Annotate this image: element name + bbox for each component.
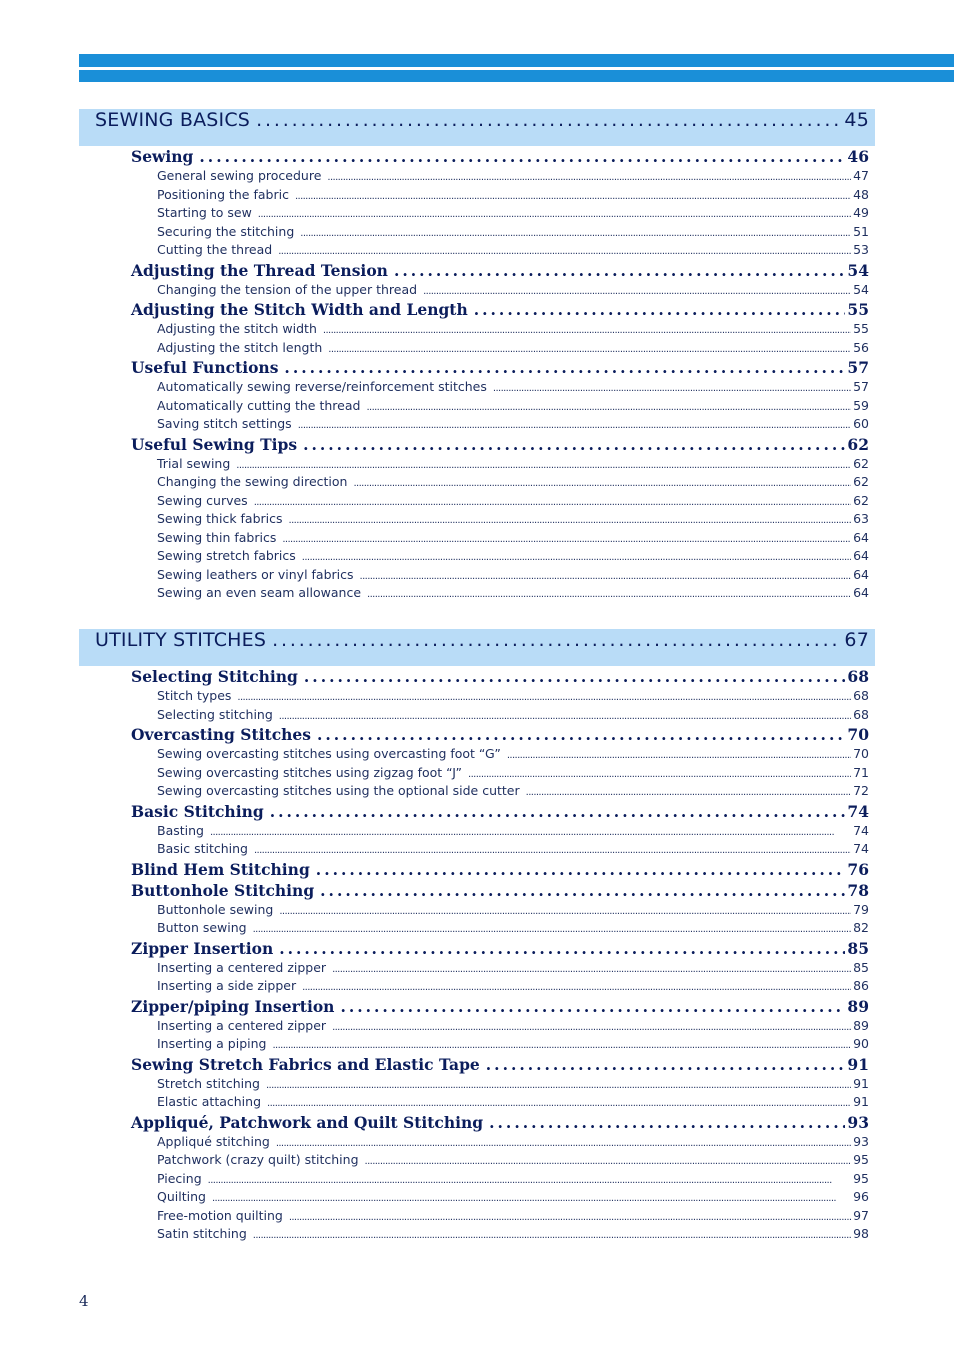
dot-leader — [302, 547, 851, 568]
toc-item-title: General sewing procedure — [157, 168, 322, 183]
toc-subsection-page: 89 — [847, 996, 869, 1016]
dot-leader — [332, 959, 851, 980]
dot-leader — [295, 186, 851, 207]
toc-item[interactable] — [131, 584, 869, 603]
toc-item-title: Inserting a side zipper — [157, 978, 297, 993]
header-bar-bottom — [79, 70, 954, 82]
toc-item-title: Sewing overcasting stitches using the optional side cutter — [157, 783, 520, 798]
toc-item-page: 98 — [853, 1226, 869, 1241]
dot-leader — [267, 1093, 851, 1114]
toc-item[interactable] — [131, 473, 869, 492]
toc-item[interactable] — [131, 547, 869, 566]
toc-item-page: 96 — [853, 1189, 869, 1204]
toc-item[interactable] — [131, 492, 869, 511]
toc-item-title: Sewing an even seam allowance — [157, 585, 362, 600]
toc-item-title: Securing the stitching — [157, 223, 295, 239]
toc-subsection[interactable] — [131, 996, 869, 1017]
toc-item[interactable] — [131, 919, 869, 938]
toc-item-page: 64 — [853, 548, 869, 563]
toc-subsection-page: 55 — [847, 300, 869, 319]
dot-leader — [282, 529, 851, 550]
toc-subsection-page: 54 — [847, 260, 869, 280]
toc-item[interactable] — [131, 281, 869, 300]
toc-item[interactable] — [131, 782, 869, 801]
toc-item-title: Inserting a centered zipper — [157, 959, 327, 975]
toc-item[interactable] — [131, 167, 869, 186]
toc-item-title: Basic stitching — [157, 841, 248, 856]
toc-subsection-title: Appliqué, Patchwork and Quilt Stitching — [131, 1112, 484, 1132]
toc-item-page: 64 — [853, 566, 869, 582]
toc-subsection[interactable] — [131, 357, 869, 378]
toc-item-page: 47 — [853, 168, 869, 183]
toc-item-page: 62 — [853, 455, 869, 471]
toc-item-page: 62 — [853, 492, 869, 508]
toc-item-title: Elastic attaching — [157, 1094, 262, 1109]
toc-subsection-page: 46 — [847, 147, 869, 166]
toc-item-page: 57 — [853, 379, 869, 394]
toc-item-page: 97 — [853, 1207, 869, 1223]
toc-item[interactable] — [131, 1151, 869, 1170]
header-bar-top — [79, 54, 954, 67]
dot-leader — [254, 492, 851, 513]
toc-item[interactable] — [131, 566, 869, 585]
toc-item-page: 68 — [853, 706, 869, 722]
dot-leader — [320, 880, 845, 901]
toc-subsection-page: 91 — [847, 1054, 869, 1074]
section-header[interactable] — [79, 109, 875, 146]
toc-item-page: 89 — [853, 1017, 869, 1033]
toc-item-page: 71 — [853, 764, 869, 780]
toc-subsection-title: Basic Stitching — [131, 801, 264, 821]
dot-leader — [236, 455, 851, 476]
toc-item-title: Patchwork (crazy quilt) stitching — [157, 1152, 359, 1167]
toc-item-title: Piecing — [157, 1170, 202, 1186]
dot-leader — [303, 434, 845, 455]
toc-item-page: 55 — [853, 321, 869, 336]
dot-leader — [353, 473, 851, 494]
dot-leader — [272, 1035, 851, 1056]
dot-leader — [323, 320, 851, 341]
section-header-title: SEWING BASICS — [95, 109, 251, 131]
dot-leader — [289, 510, 852, 531]
dot-leader — [493, 378, 851, 399]
dot-leader — [328, 339, 851, 360]
toc-item[interactable] — [131, 186, 869, 205]
toc-item[interactable] — [131, 959, 869, 978]
dot-leader — [254, 840, 851, 861]
toc-item-page: 49 — [853, 205, 869, 220]
toc-item[interactable] — [131, 1188, 869, 1207]
toc-item[interactable] — [131, 1017, 869, 1036]
dot-leader — [489, 1112, 845, 1133]
dot-leader — [486, 1054, 846, 1075]
toc-item-page: 59 — [853, 397, 869, 413]
dot-leader — [256, 109, 842, 131]
toc-subsection[interactable] — [131, 724, 869, 745]
toc-item-page: 62 — [853, 474, 869, 489]
dot-leader — [327, 167, 851, 188]
toc-item[interactable] — [131, 1133, 869, 1152]
toc-item-page: 74 — [853, 841, 869, 856]
toc-item-page: 91 — [853, 1075, 869, 1091]
toc-subsection-title: Selecting Stitching — [131, 667, 298, 686]
toc-item-title: Stretch stitching — [157, 1075, 260, 1091]
toc-subsection-title: Useful Functions — [131, 358, 279, 377]
dot-leader — [317, 724, 845, 745]
dot-leader — [272, 629, 842, 651]
toc-item[interactable] — [131, 1225, 869, 1244]
toc-item-title: Sewing thin fabrics — [157, 529, 277, 545]
toc-item-title: Button sewing — [157, 920, 247, 935]
toc-item-page: 64 — [853, 529, 869, 545]
toc-subsection-title: Buttonhole Stitching — [131, 880, 315, 900]
toc-item[interactable] — [131, 529, 869, 548]
toc-item[interactable] — [131, 901, 869, 920]
toc-entries — [79, 666, 875, 1244]
dot-leader — [332, 1017, 851, 1038]
toc-item[interactable] — [131, 378, 869, 397]
toc-subsection[interactable] — [131, 1054, 869, 1075]
toc-item-title: Sewing leathers or vinyl fabrics — [157, 566, 354, 582]
toc-subsection[interactable] — [131, 801, 869, 822]
toc-item[interactable] — [131, 204, 869, 223]
toc-subsection[interactable] — [131, 299, 869, 320]
toc-item-title: Selecting stitching — [157, 706, 273, 722]
dot-leader — [367, 584, 851, 605]
toc-item-title: Basting — [157, 822, 204, 838]
toc-item-page: 93 — [853, 1133, 869, 1149]
toc-subsection[interactable] — [131, 260, 869, 281]
toc-item[interactable] — [131, 1207, 869, 1226]
toc-subsection[interactable] — [131, 938, 869, 959]
toc-item-page: 72 — [853, 783, 869, 798]
toc-subsection-page: 74 — [847, 801, 869, 821]
toc-item-title: Inserting a piping — [157, 1036, 267, 1051]
toc-subsection-page: 62 — [847, 434, 869, 454]
toc-item-page: 56 — [853, 339, 869, 355]
toc-item[interactable] — [131, 822, 869, 841]
dot-leader — [258, 204, 851, 225]
dot-leader — [253, 1225, 851, 1246]
toc-item[interactable] — [131, 706, 869, 725]
toc-item[interactable] — [131, 977, 869, 996]
toc-item-title: Positioning the fabric — [157, 186, 289, 202]
toc-item[interactable] — [131, 1035, 869, 1054]
toc-item-title: Trial sewing — [157, 455, 231, 471]
toc-item-page: 64 — [853, 585, 869, 600]
toc-item[interactable] — [131, 745, 869, 764]
toc-subsection-page: 93 — [847, 1112, 869, 1132]
dot-leader — [199, 146, 845, 167]
dot-leader — [237, 687, 851, 708]
toc-subsection-title: Zipper Insertion — [131, 938, 274, 958]
section-utility-stitches — [79, 629, 875, 1244]
toc-item-page: 74 — [853, 822, 869, 838]
toc-item[interactable] — [131, 397, 869, 416]
toc-item-title: Saving stitch settings — [157, 416, 292, 431]
toc-subsection[interactable] — [131, 666, 869, 687]
toc-item-page: 95 — [853, 1152, 869, 1167]
toc-item-page: 86 — [853, 978, 869, 993]
toc-item-page: 48 — [853, 186, 869, 202]
toc-item-title: Buttonhole sewing — [157, 901, 274, 917]
toc-subsection[interactable] — [131, 1112, 869, 1133]
toc-item-page: 79 — [853, 901, 869, 917]
toc-item[interactable] — [131, 840, 869, 859]
toc-subsection-title: Zipper/piping Insertion — [131, 996, 335, 1016]
dot-leader — [300, 223, 851, 244]
toc-subsection[interactable] — [131, 859, 869, 880]
toc-item-page: 51 — [853, 223, 869, 239]
toc-item[interactable] — [131, 687, 869, 706]
toc-item-page: 95 — [853, 1170, 869, 1186]
toc-item-title: Appliqué stitching — [157, 1133, 270, 1149]
dot-leader — [253, 919, 851, 940]
toc-subsection-page: 85 — [847, 938, 869, 958]
toc-subsection-title: Sewing Stretch Fabrics and Elastic Tape — [131, 1054, 480, 1074]
toc-subsection-title: Adjusting the Thread Tension — [131, 260, 388, 280]
toc-subsection-title: Sewing — [131, 147, 194, 166]
toc-item-title: Free-motion quilting — [157, 1207, 283, 1223]
dot-leader — [526, 782, 851, 803]
toc-item-page: 82 — [853, 920, 869, 935]
toc-subsection[interactable] — [131, 434, 869, 455]
section-header-page: 45 — [844, 109, 869, 131]
dot-leader — [507, 745, 851, 766]
dot-leader — [394, 260, 845, 281]
toc-subsection-title: Overcasting Stitches — [131, 725, 311, 744]
toc-item-title: Sewing overcasting stitches using zigzag foot “J” — [157, 764, 463, 780]
dot-leader — [298, 415, 851, 436]
dot-leader — [302, 977, 851, 998]
toc-item[interactable] — [131, 510, 869, 529]
toc-subsection-page: 57 — [847, 358, 869, 377]
toc-item[interactable] — [131, 1075, 869, 1094]
dot-leader — [266, 1075, 851, 1096]
toc-item-page: 70 — [853, 746, 869, 761]
toc-subsection-title: Useful Sewing Tips — [131, 434, 298, 454]
toc-item[interactable] — [131, 339, 869, 358]
toc-item-page: 60 — [853, 416, 869, 431]
toc-item-page: 68 — [853, 688, 869, 703]
toc-item-title: Adjusting the stitch width — [157, 321, 317, 336]
section-header-page: 67 — [844, 629, 869, 651]
toc-item-page: 90 — [853, 1036, 869, 1051]
toc-item-title: Inserting a centered zipper — [157, 1017, 327, 1033]
toc-subsection[interactable] — [131, 146, 869, 167]
toc-subsection-page: 76 — [847, 859, 869, 879]
toc-item-page: 54 — [853, 281, 869, 297]
toc-item-title: Changing the sewing direction — [157, 474, 348, 489]
section-header[interactable] — [79, 629, 875, 666]
dot-leader — [360, 566, 852, 587]
toc-item-page: 63 — [853, 511, 869, 526]
toc-subsection[interactable] — [131, 880, 869, 901]
dot-leader — [270, 801, 846, 822]
dot-leader — [474, 299, 846, 320]
toc-item[interactable] — [131, 320, 869, 339]
dot-leader — [423, 281, 851, 302]
dot-leader — [365, 1151, 852, 1172]
toc-item-title: Starting to sew — [157, 205, 252, 220]
toc-item-title: Quilting — [157, 1189, 206, 1204]
toc-item-title: Sewing overcasting stitches using overcasting foot “G” — [157, 746, 501, 761]
dot-leader — [304, 666, 846, 687]
dot-leader — [279, 901, 851, 922]
toc-item[interactable] — [131, 764, 869, 783]
toc-item[interactable] — [131, 241, 869, 260]
dot-leader — [468, 764, 851, 785]
dot-leader — [366, 397, 851, 418]
dot-leader — [279, 706, 851, 727]
toc-item[interactable] — [131, 1093, 869, 1112]
toc-item[interactable] — [131, 455, 869, 474]
toc-subsection-page: 70 — [847, 725, 869, 744]
toc-subsection-title: Adjusting the Stitch Width and Length — [131, 300, 468, 319]
toc-item-page: 53 — [853, 242, 869, 257]
toc-item-title: Sewing stretch fabrics — [157, 548, 296, 563]
dot-leader — [276, 1133, 851, 1154]
page-number: 4 — [79, 1292, 89, 1310]
toc-item-title: Automatically sewing reverse/reinforcement stitches — [157, 379, 487, 394]
toc-item-title: Cutting the thread — [157, 242, 273, 257]
dot-leader — [284, 357, 845, 378]
toc-item-title: Satin stitching — [157, 1226, 247, 1241]
toc-item[interactable] — [131, 1170, 869, 1189]
toc-entries — [79, 146, 875, 603]
toc-item-page: 91 — [853, 1094, 869, 1109]
dot-leader — [210, 822, 851, 843]
dot-leader — [289, 1207, 851, 1228]
toc-item-title: Changing the tension of the upper thread — [157, 281, 418, 297]
dot-leader — [279, 938, 845, 959]
toc-item-page: 85 — [853, 959, 869, 975]
dot-leader — [212, 1188, 851, 1209]
section-sewing-basics — [79, 109, 875, 603]
dot-leader — [340, 996, 845, 1017]
toc-subsection-page: 68 — [847, 667, 869, 686]
toc-item-title: Stitch types — [157, 688, 232, 703]
dot-leader — [316, 859, 846, 880]
toc-item[interactable] — [131, 415, 869, 434]
toc-item-title: Automatically cutting the thread — [157, 397, 361, 413]
toc-item-title: Sewing thick fabrics — [157, 511, 283, 526]
section-header-title: UTILITY STITCHES — [95, 629, 267, 651]
toc-item-title: Sewing curves — [157, 492, 248, 508]
toc-item[interactable] — [131, 223, 869, 242]
toc-subsection-page: 78 — [847, 880, 869, 900]
toc-item-title: Adjusting the stitch length — [157, 339, 323, 355]
dot-leader — [208, 1170, 851, 1191]
toc-subsection-title: Blind Hem Stitching — [131, 859, 310, 879]
dot-leader — [278, 241, 851, 262]
